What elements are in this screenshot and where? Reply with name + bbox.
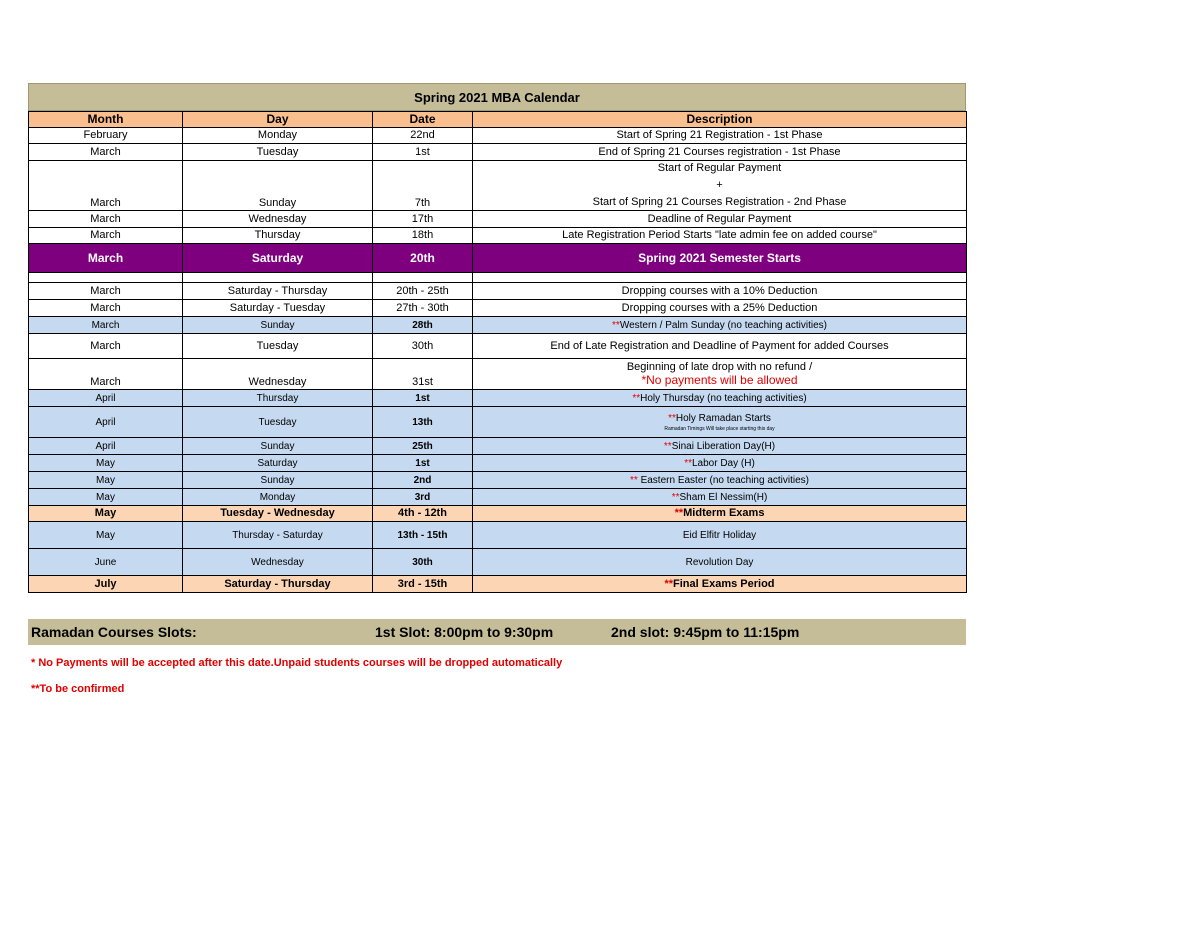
cell-day: Saturday - Thursday xyxy=(183,576,373,593)
cell-date: 13th - 15th xyxy=(373,522,473,549)
cell-month: May xyxy=(29,472,183,489)
ramadan-slots-bar xyxy=(28,619,966,645)
description-line: Start of Regular Payment xyxy=(657,162,782,174)
description-line: Start of Spring 21 Courses Registration - 2nd Phase xyxy=(592,196,847,208)
cell-day: Tuesday xyxy=(183,334,373,359)
cell-date: 30th xyxy=(373,334,473,359)
cell-description xyxy=(473,359,967,390)
cell-month: March xyxy=(29,161,183,211)
header-day: Day xyxy=(183,112,373,128)
cell-date: 20th xyxy=(373,244,473,273)
spacer-row xyxy=(29,273,967,283)
cell-date: 27th - 30th xyxy=(373,300,473,317)
cell-date: 1st xyxy=(373,390,473,407)
cell-date: 4th - 12th xyxy=(373,506,473,522)
cell-month: March xyxy=(29,334,183,359)
cell-month: March xyxy=(29,359,183,390)
calendar-sheet xyxy=(28,83,966,593)
table-row xyxy=(29,472,967,489)
cell-month: March xyxy=(29,300,183,317)
calendar-table xyxy=(28,111,967,593)
cell-month: April xyxy=(29,407,183,438)
table-row xyxy=(29,144,967,161)
description-line: Beginning of late drop with no refund / xyxy=(626,361,813,373)
table-row xyxy=(29,334,967,359)
cell-date: 18th xyxy=(373,228,473,244)
cell-month: March xyxy=(29,211,183,228)
cell-day: Thursday - Saturday xyxy=(183,522,373,549)
cell-date: 22nd xyxy=(373,128,473,144)
ramadan-slots-label: Ramadan Courses Slots: xyxy=(31,624,197,640)
cell-description xyxy=(473,489,967,506)
cell-date: 1st xyxy=(373,144,473,161)
table-row xyxy=(29,228,967,244)
cell-description: Deadline of Regular Payment xyxy=(473,211,967,228)
cell-description: Dropping courses with a 25% Deduction xyxy=(473,300,967,317)
cell-date: 3rd xyxy=(373,489,473,506)
cell-date: 13th xyxy=(373,407,473,438)
cell-day: Tuesday xyxy=(183,407,373,438)
cell-day: Saturday xyxy=(183,455,373,472)
table-row xyxy=(29,506,967,522)
cell-day: Saturday - Thursday xyxy=(183,283,373,300)
cell-day: Monday xyxy=(183,128,373,144)
cell-date: 31st xyxy=(373,359,473,390)
ramadan-slot-2: 2nd slot: 9:45pm to 11:15pm xyxy=(611,624,800,640)
cell-month: March xyxy=(29,317,183,334)
cell-month: March xyxy=(29,283,183,300)
cell-date: 20th - 25th xyxy=(373,283,473,300)
cell-description: End of Spring 21 Courses registration - 1st Phase xyxy=(473,144,967,161)
ramadan-timings-note: Ramadan Timings Will take place starting this day xyxy=(664,425,775,432)
cell-description: Late Registration Period Starts "late admin fee on added course" xyxy=(473,228,967,244)
cell-month: May xyxy=(29,522,183,549)
cell-month: March xyxy=(29,144,183,161)
table-row xyxy=(29,359,967,390)
cell-description xyxy=(473,317,967,334)
header-row xyxy=(29,112,967,128)
table-row xyxy=(29,317,967,334)
tbc-mark: ** xyxy=(664,577,674,590)
cell-month: March xyxy=(29,228,183,244)
cell-day: Wednesday xyxy=(183,211,373,228)
cell-date: 28th xyxy=(373,317,473,334)
table-row xyxy=(29,489,967,506)
tbc-mark: ** xyxy=(668,412,676,424)
cell-description: Eid Elfitr Holiday xyxy=(473,522,967,549)
semester-start-row xyxy=(29,244,967,273)
ramadan-slot-1: 1st Slot: 8:00pm to 9:30pm xyxy=(375,624,554,640)
description-text: Holy Thursday (no teaching activities) xyxy=(640,392,807,404)
cell-day: Sunday xyxy=(183,161,373,211)
description-line: + xyxy=(716,179,723,191)
payment-note: * No Payments will be accepted after this date.Unpaid students courses will be dropped automatically xyxy=(31,657,563,669)
table-row xyxy=(29,211,967,228)
cell-description: Revolution Day xyxy=(473,549,967,576)
cell-day: Thursday xyxy=(183,228,373,244)
cell-description xyxy=(473,576,967,593)
cell-day: Saturday xyxy=(183,244,373,273)
description-text: Sinai Liberation Day(H) xyxy=(671,440,776,452)
header-description: Description xyxy=(473,112,967,128)
cell-day: Sunday xyxy=(183,438,373,455)
cell-date: 2nd xyxy=(373,472,473,489)
cell-description xyxy=(473,506,967,522)
cell-date: 7th xyxy=(373,161,473,211)
tbc-mark: ** xyxy=(674,507,684,519)
cell-description xyxy=(473,161,967,211)
cell-month: May xyxy=(29,455,183,472)
cell-month: March xyxy=(29,244,183,273)
tbc-mark: ** xyxy=(684,457,692,469)
table-row xyxy=(29,390,967,407)
table-row xyxy=(29,283,967,300)
cell-description xyxy=(473,390,967,407)
calendar-title: Spring 2021 MBA Calendar xyxy=(28,83,966,111)
cell-month: June xyxy=(29,549,183,576)
cell-day: Wednesday xyxy=(183,549,373,576)
header-date: Date xyxy=(373,112,473,128)
cell-month: May xyxy=(29,506,183,522)
table-row xyxy=(29,576,967,593)
cell-day: Tuesday - Wednesday xyxy=(183,506,373,522)
tbc-note: **To be confirmed xyxy=(31,683,125,695)
cell-day: Thursday xyxy=(183,390,373,407)
description-text: Eastern Easter (no teaching activities) xyxy=(637,474,809,486)
table-row xyxy=(29,128,967,144)
cell-description xyxy=(473,472,967,489)
tbc-mark: ** xyxy=(632,392,641,404)
cell-description: Dropping courses with a 10% Deduction xyxy=(473,283,967,300)
cell-month: July xyxy=(29,576,183,593)
cell-day: Sunday xyxy=(183,472,373,489)
table-row xyxy=(29,161,967,211)
cell-description xyxy=(473,438,967,455)
cell-day: Sunday xyxy=(183,317,373,334)
cell-date: 3rd - 15th xyxy=(373,576,473,593)
cell-month: February xyxy=(29,128,183,144)
description-text: Western / Palm Sunday (no teaching activities) xyxy=(619,319,827,331)
cell-day: Monday xyxy=(183,489,373,506)
cell-day: Saturday - Tuesday xyxy=(183,300,373,317)
table-row xyxy=(29,549,967,576)
table-row xyxy=(29,300,967,317)
table-row xyxy=(29,407,967,438)
cell-month: April xyxy=(29,438,183,455)
table-row xyxy=(29,455,967,472)
header-month: Month xyxy=(29,112,183,128)
tbc-mark: ** xyxy=(612,319,620,331)
table-row xyxy=(29,438,967,455)
cell-description xyxy=(473,407,967,438)
description-text: Final Exams Period xyxy=(673,577,775,590)
cell-month: May xyxy=(29,489,183,506)
cell-day: Wednesday xyxy=(183,359,373,390)
description-text: Holy Ramadan Starts xyxy=(675,412,771,424)
cell-date: 30th xyxy=(373,549,473,576)
cell-date: 25th xyxy=(373,438,473,455)
table-row xyxy=(29,522,967,549)
cell-date: 17th xyxy=(373,211,473,228)
cell-description: Spring 2021 Semester Starts xyxy=(473,244,967,273)
tbc-mark: ** xyxy=(630,474,638,486)
description-text: Midterm Exams xyxy=(683,507,765,519)
cell-description xyxy=(473,455,967,472)
cell-description: Start of Spring 21 Registration - 1st Phase xyxy=(473,128,967,144)
cell-month: April xyxy=(29,390,183,407)
description-text: Labor Day (H) xyxy=(691,457,755,469)
tbc-mark: ** xyxy=(663,440,672,452)
cell-description: End of Late Registration and Deadline of Payment for added Courses xyxy=(473,334,967,359)
tbc-mark: ** xyxy=(671,491,680,503)
no-payments-warning: *No payments will be allowed xyxy=(641,373,798,387)
description-text: Sham El Nessim(H) xyxy=(679,491,768,503)
cell-day: Tuesday xyxy=(183,144,373,161)
cell-date: 1st xyxy=(373,455,473,472)
